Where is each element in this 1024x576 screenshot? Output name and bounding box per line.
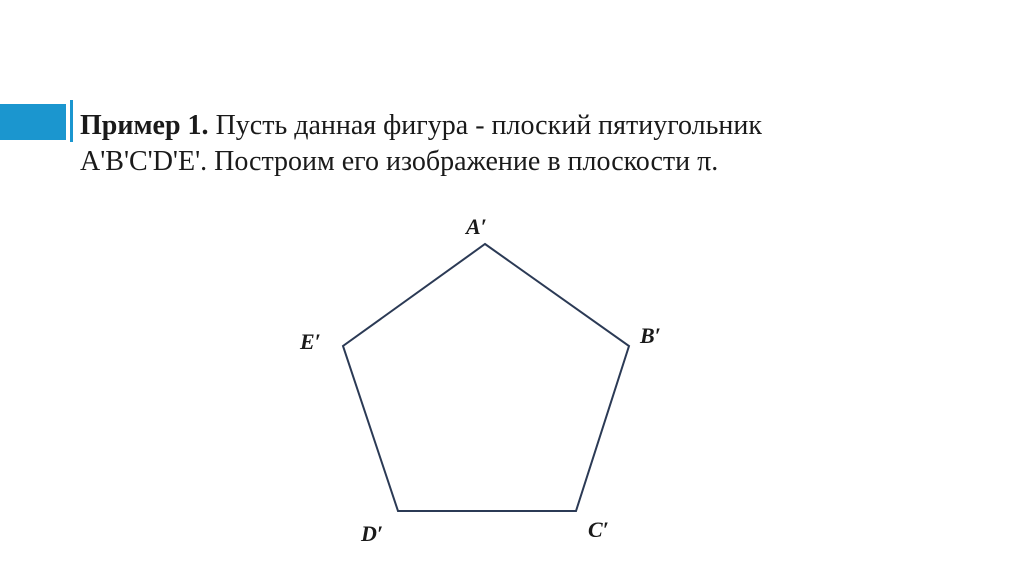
heading-text-1: Пусть данная фигура - плоский пятиугольник xyxy=(208,110,762,141)
example-label: Пример 1. xyxy=(80,110,209,141)
vertex-label-c: C′ xyxy=(588,517,609,542)
pentagon xyxy=(343,244,629,511)
vertex-label-a: A′ xyxy=(466,214,487,239)
heading-line-2: A'B'C'D'E'. Построим его изображение в плоскости π. xyxy=(80,146,719,177)
vertex-label-b: B′ xyxy=(640,323,661,348)
vertex-label-e: E′ xyxy=(300,329,321,354)
vertex-label-d: D′ xyxy=(361,521,384,546)
